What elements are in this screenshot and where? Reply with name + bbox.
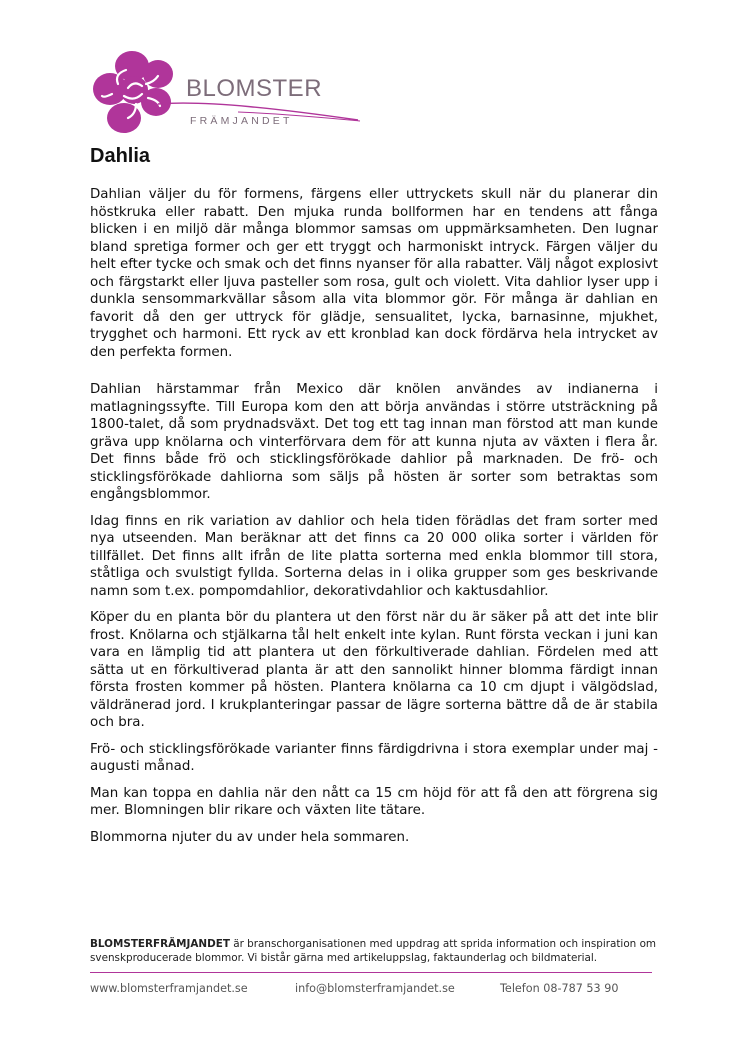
paragraph: Köper du en planta bör du plantera ut den först när du är säker på att det inte blir frost. Knölarna och stjälkarna tål helt enkelt inte kylan. Runt första veckan i juni kan vara en lämplig tid att plantera ut den förkultiverade dahlian. Fördelen med att sätta ut en förkultiverad planta är att den sannolikt hinner blomma färdigt innan första frosten kommer på hösten. Plantera knölarna ca 10 cm djupt i välgödslad, väldränerad jord. I krukplanteringar passar de lägre sorterna bättre då de är stabila och bra. (90, 610, 658, 730)
article-body (90, 186, 658, 855)
paragraph: Frö- och sticklingsförökade varianter finns färdigdrivna i stora exemplar under maj - augusti månad. (90, 741, 658, 774)
website-link[interactable]: www.blomsterframjandet.se (90, 982, 248, 995)
page-title: Dahlia (90, 145, 151, 167)
footer-description (90, 937, 670, 965)
paragraph: Idag finns en rik variation av dahlior och hela tiden förädlas det fram sorter med nya utseenden. Man beräknar att det finns ca 20 000 olika sorter i världen för tillfället. Det finns allt ifrån de lite platta sorterna med enkla blommor till stora, ståtliga och svulstigt fyllda. Sorterna delas in i olika grupper som ges beskrivande namn som t.ex. pompomdahlior, dekorativdahlior och kaktusdahlior. (90, 513, 658, 599)
brand-sub: FRÄMJANDET (190, 115, 293, 127)
footer-divider (90, 972, 652, 973)
paragraph: Man kan toppa en dahlia när den nått ca 15 cm höjd för att få den att förgrena sig mer. Blomningen blir rikare och växten lite tätare. (90, 785, 658, 818)
brand-name: BLOMSTER (186, 75, 323, 102)
phone-number: Telefon 08-787 53 90 (500, 982, 619, 995)
paragraph: Dahlian härstammar från Mexico där knölen användes av indianerna i matlagningssyfte. Till Europa kom den att börja användas i större utsträckning på 1800-talet, då som prydnadsväxt. Det tog ett tag innan man förstod att man kunde gräva upp knölarna och vinterförvara dem för att kunna njuta av växten i flera år. Det finns både frö och sticklingsförökade dahlior på marknaden. De frö- och sticklingsförökade dahliorna som säljs på hösten är sorter som betraktas som engångsblommor. (90, 382, 658, 502)
flower-icon (93, 51, 173, 133)
blomsterframjandet-logo (88, 44, 368, 144)
paragraph: Blommorna njuter du av under hela sommaren. (90, 829, 410, 845)
footer-org: BLOMSTERFRÄMJANDET (90, 938, 230, 950)
paragraph: Dahlian väljer du för formens, färgens eller uttryckets skull när du planerar din höstkruka eller rabatt. Den mjuka runda bollformen har en tendens att fånga blicken i en miljö där många blommor samsas om uppmärksamheten. Den lugnar bland spretiga former och ger ett tryggt och harmoniskt intryck. Färgen väljer du helt efter tycke och smak och det finns nyanser för alla rabatter. Välj något explosivt och färgstarkt eller ljuva pasteller som rosa, gult och violett. Vita dahlior lyser upp i dunkla sensommarkvällar såsom alla vita blommor gör. För många är dahlian en favorit då den ger uttryck för glädje, sensualitet, lycka, barnasinne, mjukhet, trygghet och harmoni. Ett ryck av ett kronblad kan dock fördärva hela intrycket av den perfekta formen. (90, 187, 658, 360)
footer-text: är branschorganisationen med uppdrag att sprida information och inspiration om svenskproducerade blommor. Vi bistår gärna med artikeluppslag, faktaunderlag och bildmaterial. (90, 938, 657, 964)
email-link[interactable]: info@blomsterframjandet.se (295, 982, 455, 995)
footer-contacts (90, 982, 650, 995)
